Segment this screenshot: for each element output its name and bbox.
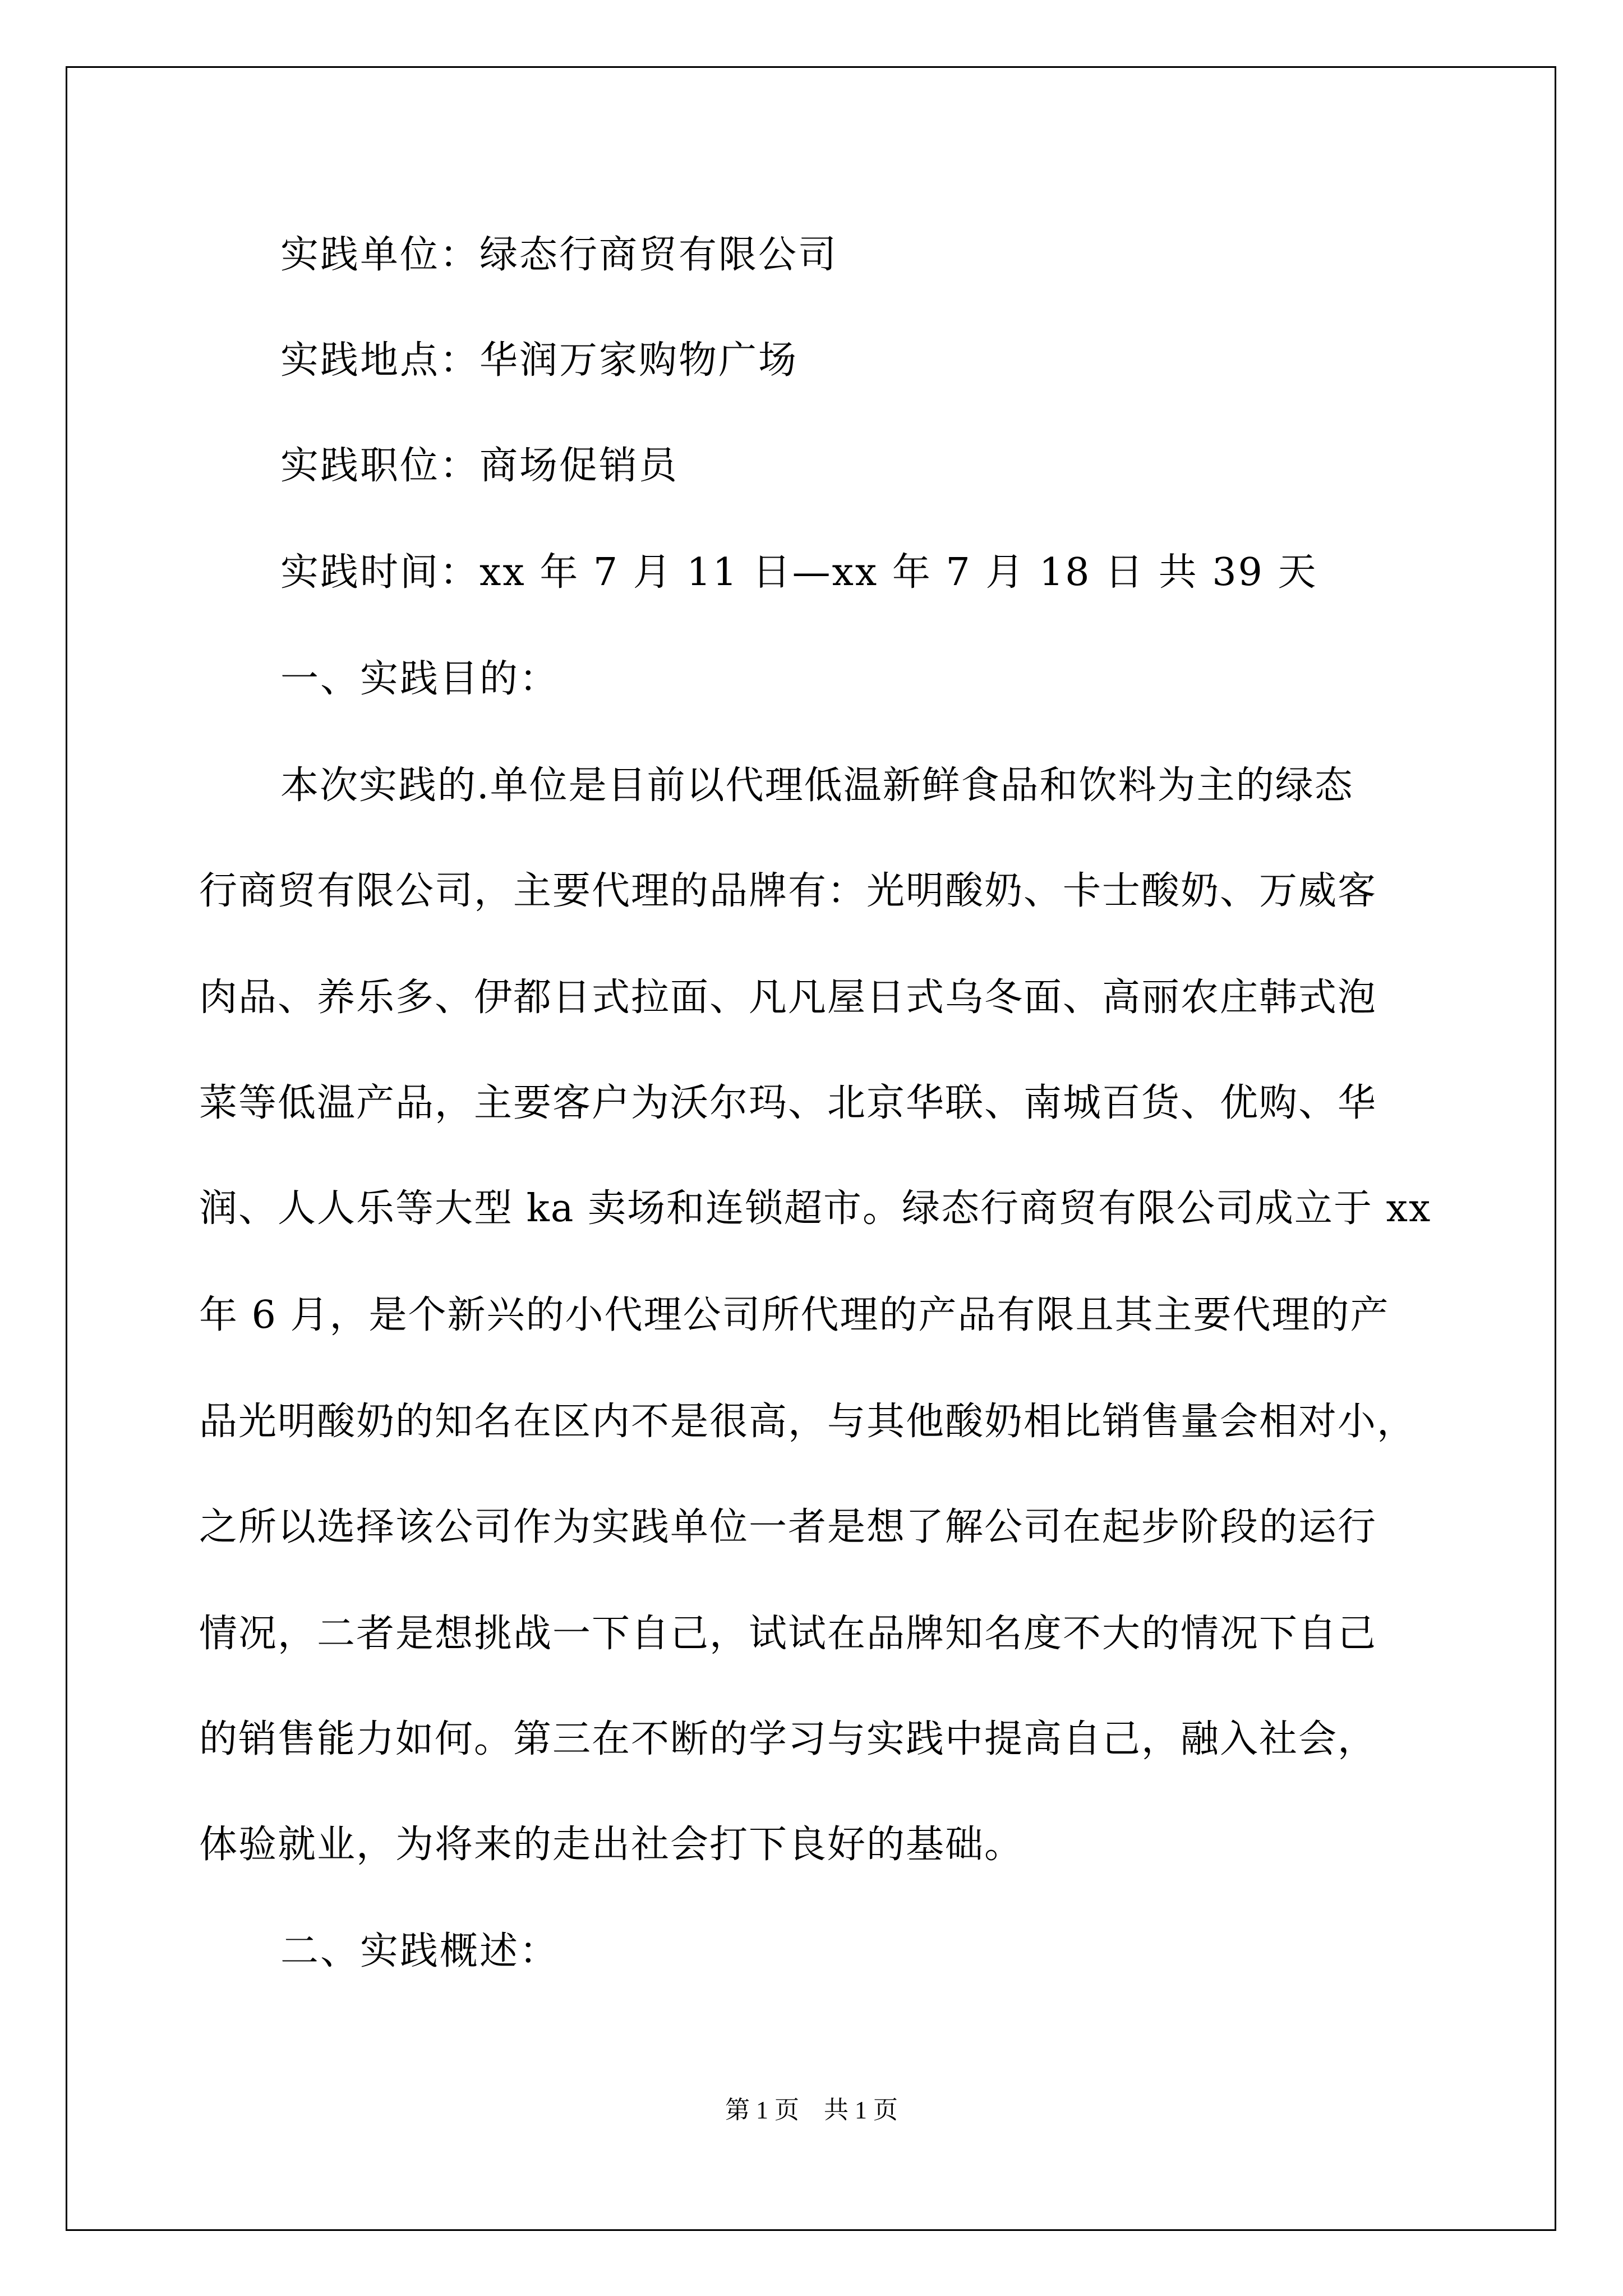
practice-position-line: 实践职位：商场促销员 bbox=[280, 444, 679, 488]
page-footer: 第 1 页 共 1 页 bbox=[725, 2096, 898, 2124]
paragraph-line: 本次实践的.单位是目前以代理低温新鲜食品和饮料为主的绿态 bbox=[280, 763, 1354, 808]
practice-unit-line: 实践单位：绿态行商贸有限公司 bbox=[280, 233, 838, 277]
section-heading-purpose: 一、实践目的： bbox=[280, 657, 560, 701]
paragraph-line: 菜等低温产品，主要客户为沃尔玛、北京华联、南城百货、优购、华 bbox=[199, 1081, 1377, 1125]
paragraph-line: 年 6 月，是个新兴的小代理公司所代理的产品有限且其主要代理的产 bbox=[199, 1293, 1390, 1337]
paragraph-line: 润、人人乐等大型 ka 卖场和连锁超市。绿态行商贸有限公司成立于 xx bbox=[199, 1186, 1432, 1231]
section-heading-overview: 二、实践概述： bbox=[280, 1929, 560, 1973]
paragraph-line: 体验就业，为将来的走出社会打下良好的基础。 bbox=[199, 1823, 1024, 1867]
paragraph-line: 的销售能力如何。第三在不断的学习与实践中提高自己，融入社会， bbox=[199, 1717, 1377, 1761]
paragraph-line: 品光明酸奶的知名在区内不是很高，与其他酸奶相比销售量会相对小， bbox=[199, 1400, 1417, 1444]
practice-location-line: 实践地点：华润万家购物广场 bbox=[280, 338, 799, 383]
paragraph-line: 肉品、养乐多、伊都日式拉面、凡凡屋日式乌冬面、高丽农庄韩式泡 bbox=[199, 976, 1377, 1020]
practice-time-line: 实践时间：xx 年 7 月 11 日—xx 年 7 月 18 日 共 39 天 bbox=[280, 550, 1318, 595]
document-page bbox=[66, 66, 1556, 2231]
paragraph-line: 行商贸有限公司，主要代理的品牌有：光明酸奶、卡士酸奶、万威客 bbox=[199, 869, 1377, 913]
paragraph-line: 之所以选择该公司作为实践单位一者是想了解公司在起步阶段的运行 bbox=[199, 1505, 1377, 1549]
paragraph-line: 情况，二者是想挑战一下自己，试试在品牌知名度不大的情况下自己 bbox=[199, 1612, 1377, 1656]
